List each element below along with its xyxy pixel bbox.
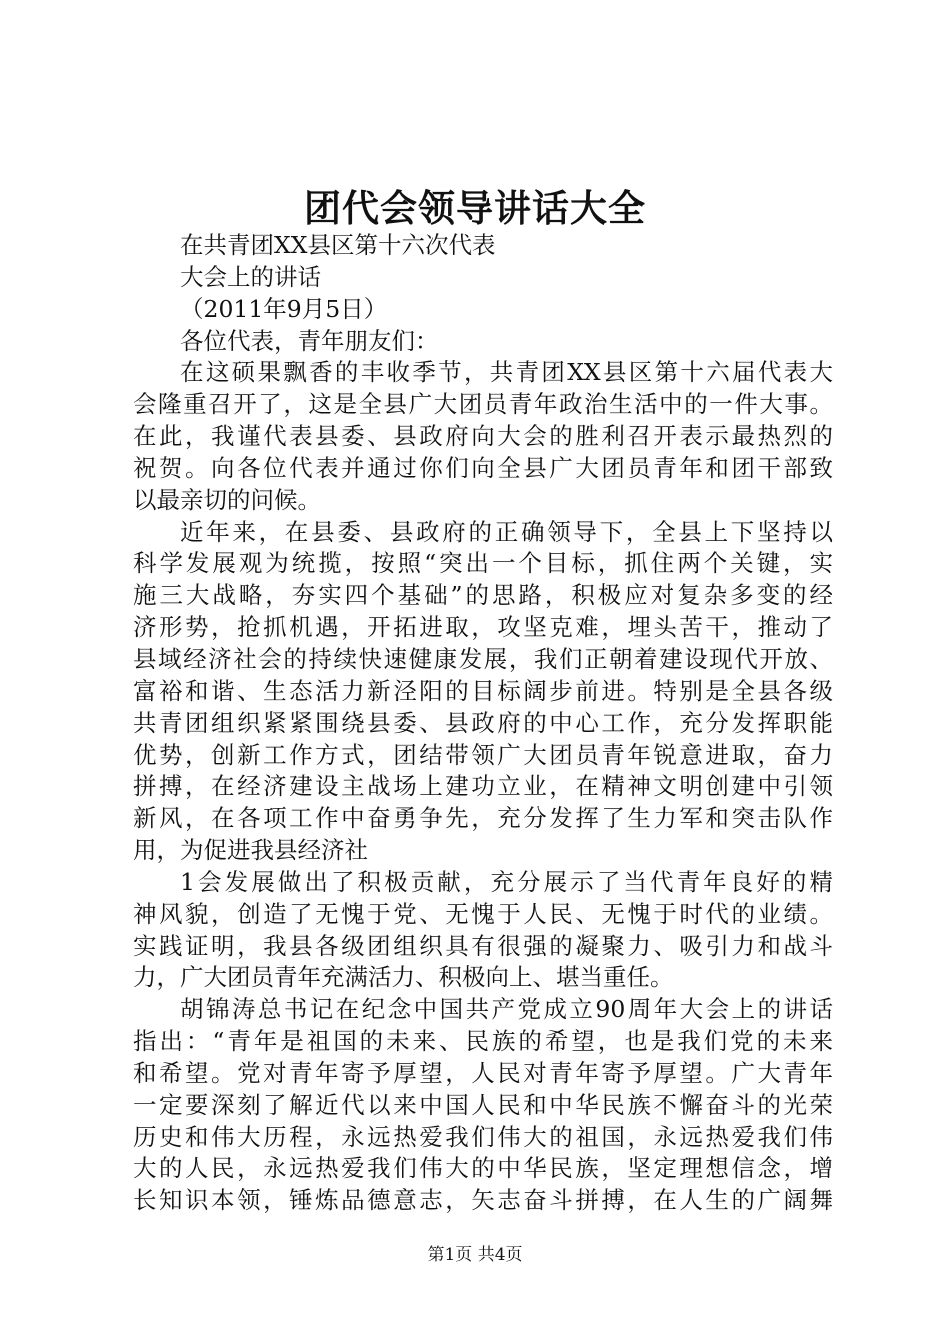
text-line: 拼搏，在经济建设主战场上建功立业，在精神文明创建中引领 — [133, 772, 833, 801]
text-line: 一定要深刻了解近代以来中国人民和中华民族不懈奋斗的光荣 — [133, 1090, 833, 1119]
text-line: 大会上的讲话 — [180, 262, 321, 291]
text-line: 会隆重召开了，这是全县广大团员青年政治生活中的一件大事。 — [133, 390, 833, 419]
text-line: 和希望。党对青年寄予厚望，人民对青年寄予厚望。广大青年 — [133, 1058, 833, 1087]
text-line: 科学发展观为统揽，按照“突出一个目标，抓住两个关键，实 — [133, 549, 833, 578]
text-line: 历史和伟大历程，永远热爱我们伟大的祖国，永远热爱我们伟 — [133, 1122, 833, 1151]
text-line: 近年来，在县委、县政府的正确领导下，全县上下坚持以 — [180, 517, 833, 546]
document-body — [133, 230, 833, 1217]
text-line: 用，为促进我县经济社 — [133, 836, 368, 865]
text-line: 富裕和谐、生态活力新泾阳的目标阔步前进。特别是全县各级 — [133, 676, 833, 705]
text-line: 神风貌，创造了无愧于党、无愧于人民、无愧于时代的业绩。 — [133, 899, 833, 928]
text-line: 优势，创新工作方式，团结带领广大团员青年锐意进取，奋力 — [133, 740, 833, 769]
text-line: 1会发展做出了积极贡献，充分展示了当代青年良好的精 — [180, 867, 833, 896]
text-line: 胡锦涛总书记在纪念中国共产党成立90周年大会上的讲话 — [180, 995, 833, 1024]
text-line: 以最亲切的问候。 — [133, 485, 321, 514]
text-line: 在共青团XX县区第十六次代表 — [180, 231, 496, 259]
text-line: 在这硕果飘香的丰收季节，共青团XX县区第十六届代表大 — [180, 358, 833, 387]
text-line: （2011年9月5日） — [180, 294, 388, 323]
text-line: 各位代表，青年朋友们： — [180, 326, 439, 355]
text-line: 指出：“青年是祖国的未来、民族的希望，也是我们党的未来 — [133, 1027, 833, 1056]
text-line: 县域经济社会的持续快速健康发展，我们正朝着建设现代开放、 — [133, 644, 833, 673]
text-line: 大的人民，永远热爱我们伟大的中华民族，坚定理想信念，增 — [133, 1154, 833, 1183]
text-line: 新风，在各项工作中奋勇争先，充分发挥了生力军和突击队作 — [133, 804, 833, 833]
text-line: 实践证明，我县各级团组织具有很强的凝聚力、吸引力和战斗 — [133, 931, 833, 960]
text-line: 祝贺。向各位代表并通过你们向全县广大团员青年和团干部致 — [133, 453, 833, 482]
text-line: 施三大战略，夯实四个基础”的思路，积极应对复杂多变的经 — [133, 581, 833, 610]
page-number: 第1页 共4页 — [427, 1245, 523, 1265]
text-line: 济形势，抢抓机遇，开拓进取，攻坚克难，埋头苦干，推动了 — [133, 613, 833, 642]
text-line: 在此，我谨代表县委、县政府向大会的胜利召开表示最热烈的 — [133, 422, 833, 451]
document-title: 团代会领导讲话大全 — [304, 186, 646, 230]
text-line: 长知识本领，锤炼品德意志，矢志奋斗拼搏，在人生的广阔舞 — [133, 1186, 833, 1215]
text-line: 共青团组织紧紧围绕县委、县政府的中心工作，充分发挥职能 — [133, 708, 833, 737]
text-line: 力，广大团员青年充满活力、积极向上、堪当重任。 — [133, 963, 674, 992]
